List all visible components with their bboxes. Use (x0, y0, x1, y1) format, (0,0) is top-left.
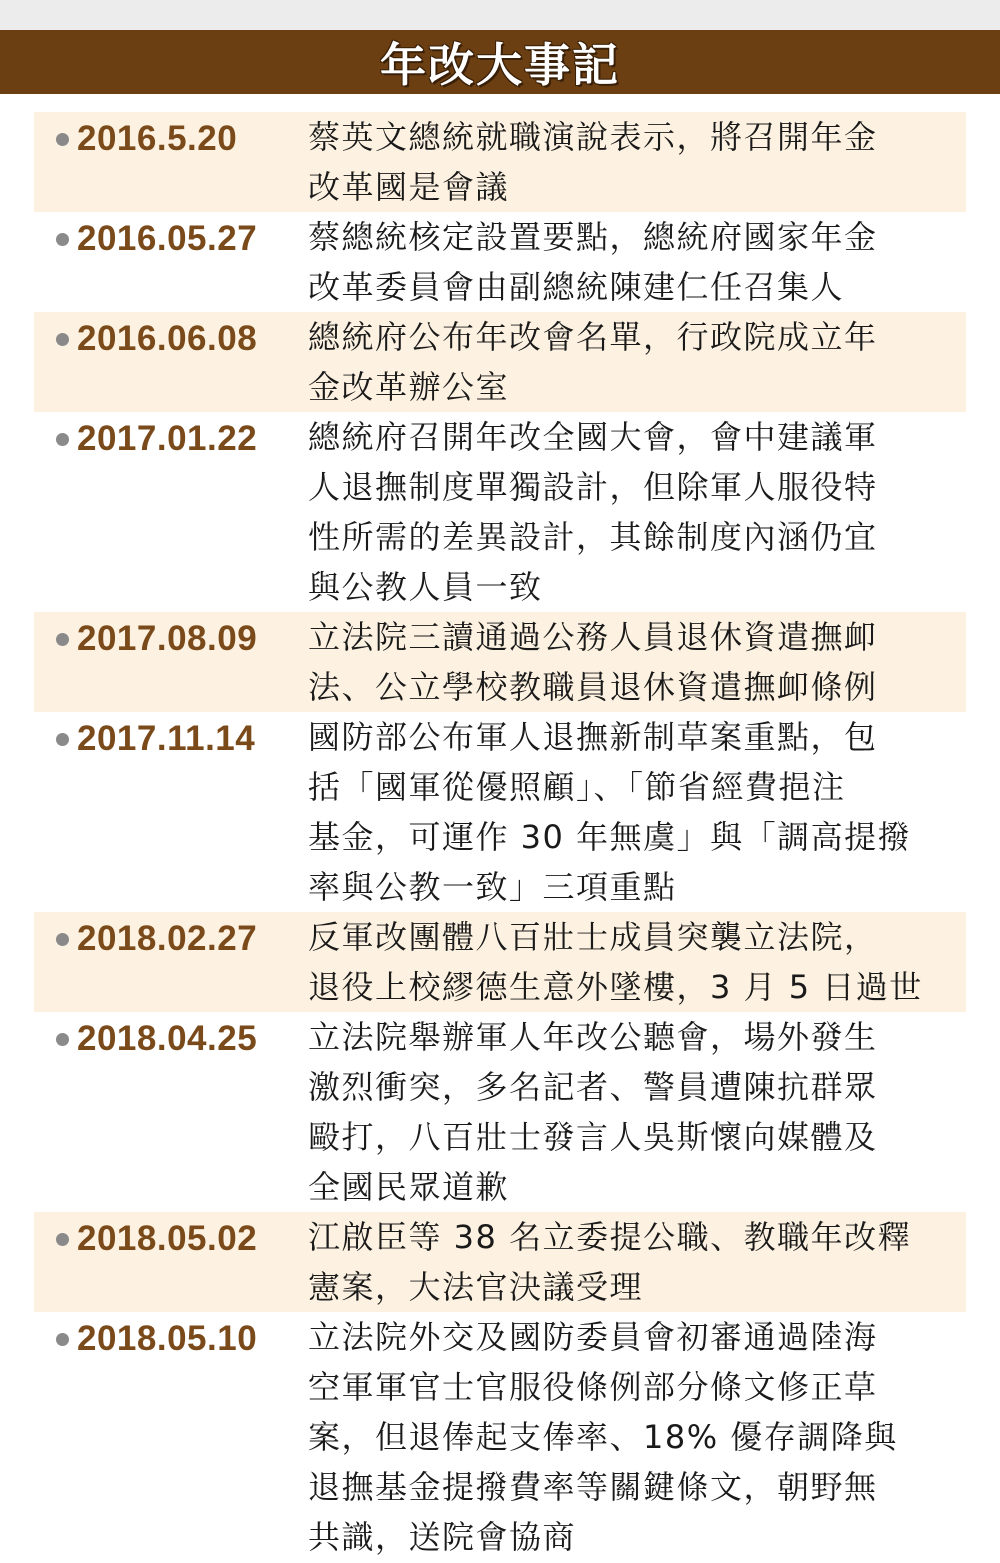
event-description-line: 改革國是會議 (308, 168, 510, 206)
event-date: 2016.06.08 (77, 319, 258, 358)
event-row (34, 1012, 966, 1212)
event-description-line: 蔡總統核定設置要點，總統府國家年金 (308, 218, 878, 256)
event-row (34, 412, 966, 612)
event-description (308, 712, 954, 912)
event-description (308, 912, 954, 1012)
event-date: 2018.05.02 (77, 1219, 258, 1258)
event-row (34, 712, 966, 912)
event-description-line: 基金，可運作 30 年無虞」與「調高提撥 (308, 818, 912, 856)
event-description (308, 412, 954, 612)
event-description-line: 共識，送院會協商 (308, 1518, 577, 1556)
event-row (34, 112, 966, 212)
event-description-line: 立法院外交及國防委員會初審通過陸海 (308, 1318, 878, 1356)
event-description-line: 立法院舉辦軍人年改公聽會，場外發生 (308, 1018, 878, 1056)
bullet-icon (56, 1033, 69, 1046)
event-description-line: 憲案，大法官決議受理 (308, 1268, 644, 1306)
bullet-icon (56, 633, 69, 646)
event-date: 2017.08.09 (77, 619, 258, 658)
event-description-line: 反軍改團體八百壯士成員突襲立法院， (308, 918, 878, 956)
event-description-line: 國防部公布軍人退撫新制草案重點，包 (308, 718, 878, 756)
event-description-line: 法、公立學校教職員退休資遣撫卹條例 (308, 668, 878, 706)
event-description-line: 激烈衝突，多名記者、警員遭陳抗群眾 (308, 1068, 878, 1106)
event-description (308, 312, 954, 412)
event-list (34, 112, 966, 1562)
event-description (308, 1212, 954, 1312)
event-description (308, 212, 954, 312)
bullet-icon (56, 133, 69, 146)
event-description-line: 金改革辦公室 (308, 368, 510, 406)
event-description-line: 案，但退俸起支俸率、18% 優存調降與 (308, 1418, 898, 1456)
event-description-line: 退役上校繆德生意外墜樓，3 月 5 日過世 (308, 968, 923, 1006)
event-description-line: 立法院三讀通過公務人員退休資遣撫卹 (308, 618, 878, 656)
event-description-line: 改革委員會由副總統陳建仁任召集人 (308, 268, 845, 306)
event-description-line: 退撫基金提撥費率等關鍵條文，朝野無 (308, 1468, 878, 1506)
bullet-icon (56, 1333, 69, 1346)
event-date: 2016.05.27 (77, 219, 258, 258)
event-description-line: 率與公教一致」三項重點 (308, 868, 677, 906)
bullet-icon (56, 1233, 69, 1246)
content-area (0, 94, 1000, 1563)
event-description-line: 毆打，八百壯士發言人吳斯懷向媒體及 (308, 1118, 878, 1156)
event-row (34, 212, 966, 312)
event-date: 2018.02.27 (77, 919, 258, 958)
bullet-icon (56, 333, 69, 346)
event-description (308, 612, 954, 712)
event-description-line: 總統府公布年改會名單，行政院成立年 (308, 318, 878, 356)
event-description (308, 1312, 954, 1562)
event-row (34, 1212, 966, 1312)
event-description-line: 總統府召開年改全國大會，會中建議軍 (308, 418, 878, 456)
event-row (34, 912, 966, 1012)
event-row (34, 312, 966, 412)
title-bar (0, 30, 1000, 94)
event-date: 2018.05.10 (77, 1319, 258, 1358)
event-row (34, 1312, 966, 1562)
bullet-icon (56, 233, 69, 246)
event-description-line: 江啟臣等 38 名立委提公職、教職年改釋 (308, 1218, 912, 1256)
event-description-line: 性所需的差異設計，其餘制度內涵仍宜 (308, 518, 878, 556)
event-date: 2017.11.14 (77, 719, 256, 758)
event-date: 2016.5.20 (77, 119, 238, 158)
event-description-line: 與公教人員一致 (308, 568, 543, 606)
event-description-line: 蔡英文總統就職演說表示，將召開年金 (308, 118, 878, 156)
bullet-icon (56, 733, 69, 746)
event-row (34, 612, 966, 712)
event-description (308, 112, 954, 212)
event-description-line: 括「國軍從優照顧」、「節省經費挹注 (308, 768, 846, 806)
event-description-line: 人退撫制度單獨設計，但除軍人服役特 (308, 468, 878, 506)
event-description-line: 全國民眾道歉 (308, 1168, 510, 1206)
event-description-line: 空軍軍官士官服役條例部分條文修正草 (308, 1368, 878, 1406)
event-date: 2018.04.25 (77, 1019, 258, 1058)
page-title: 年改大事記 (380, 38, 620, 92)
event-description (308, 1012, 954, 1212)
bullet-icon (56, 433, 69, 446)
top-strip (0, 0, 1000, 30)
event-date: 2017.01.22 (77, 419, 258, 458)
bullet-icon (56, 933, 69, 946)
